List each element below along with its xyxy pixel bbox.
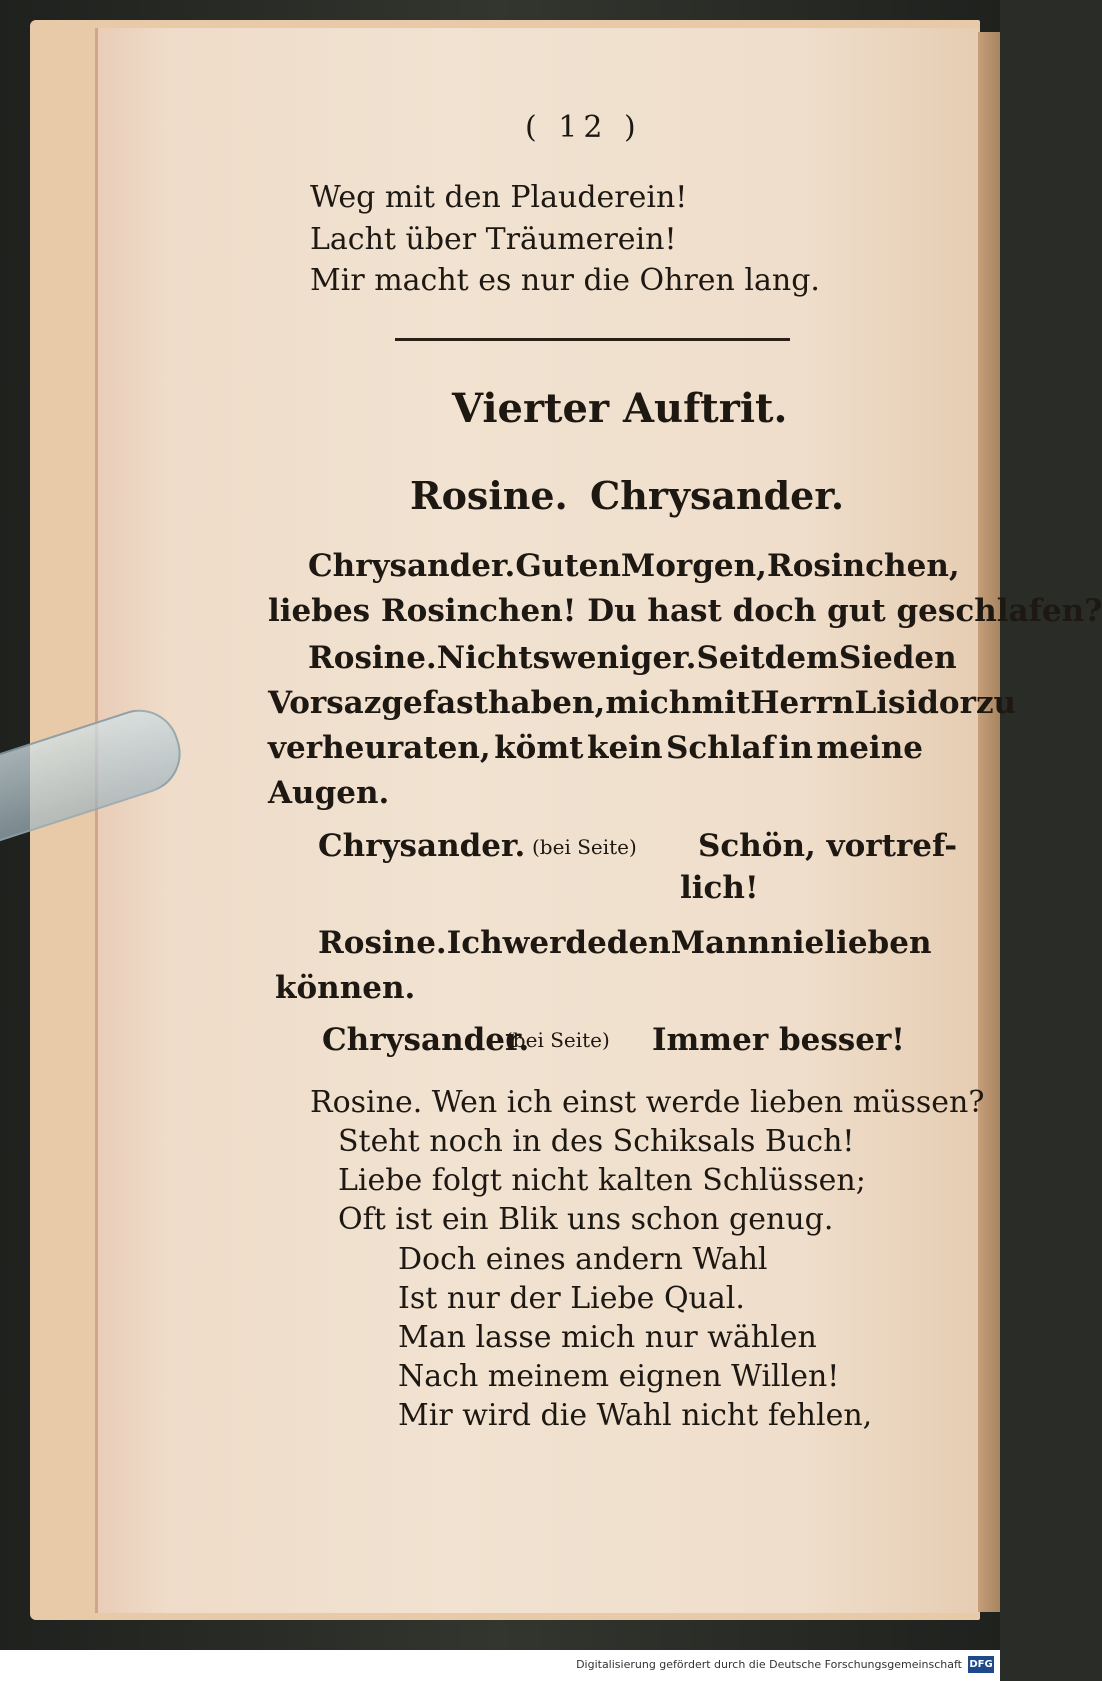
dialogue-line: liebes Rosinchen! Du hast doch gut geschlafen? bbox=[268, 593, 1102, 629]
word: verheuraten, bbox=[268, 730, 491, 766]
word: zu bbox=[975, 685, 1017, 721]
word: gefast bbox=[381, 685, 488, 721]
dialogue-line: Immer besser! bbox=[652, 1022, 905, 1058]
word: lieben bbox=[824, 925, 932, 961]
section-divider bbox=[395, 338, 790, 341]
word: in bbox=[778, 730, 813, 766]
word: Vorsaz bbox=[268, 685, 382, 721]
word: Schlaf bbox=[666, 730, 776, 766]
word: mich bbox=[605, 685, 692, 721]
stage-direction: (bei Seite) bbox=[505, 1028, 610, 1052]
footer-bar bbox=[0, 1650, 1000, 1681]
word: Lisidor bbox=[854, 685, 976, 721]
song-line: Man lasse mich nur wählen bbox=[398, 1320, 817, 1355]
dialogue-line bbox=[268, 730, 923, 766]
word: nie bbox=[770, 925, 825, 961]
word: Seitdem bbox=[696, 640, 839, 676]
footer-credit: Digitalisierung gefördert durch die Deutsche Forschungsgemeinschaft bbox=[576, 1658, 962, 1671]
song-line: Ist nur der Liebe Qual. bbox=[398, 1281, 745, 1316]
word: Ich bbox=[446, 925, 503, 961]
speaker: Chrysander. bbox=[318, 828, 526, 864]
dialogue-line bbox=[308, 548, 960, 584]
page-number: ( 12 ) bbox=[525, 110, 642, 145]
stage-direction: (bei Seite) bbox=[532, 835, 637, 859]
word: Morgen, bbox=[620, 548, 767, 584]
word: Rosinchen, bbox=[766, 548, 960, 584]
word: Herrn bbox=[750, 685, 855, 721]
word: Sie bbox=[838, 640, 893, 676]
speaker: Chrysander. bbox=[308, 548, 516, 584]
book-right-edge bbox=[975, 32, 1000, 1612]
word: mit bbox=[691, 685, 751, 721]
word: kömt bbox=[494, 730, 584, 766]
verse-line: Weg mit den Plauderein! bbox=[310, 180, 688, 215]
speaker: Rosine. bbox=[308, 640, 437, 676]
speaker: Rosine. bbox=[318, 925, 447, 961]
song-line: Liebe folgt nicht kalten Schlüssen; bbox=[338, 1163, 866, 1198]
song-line: Steht noch in des Schiksals Buch! bbox=[338, 1124, 855, 1159]
word: den bbox=[892, 640, 957, 676]
dialogue-line: können. bbox=[275, 970, 416, 1006]
dialogue-line: Augen. bbox=[268, 775, 390, 811]
dialogue-line bbox=[308, 640, 957, 676]
word: kein bbox=[586, 730, 663, 766]
word: Nichts bbox=[436, 640, 551, 676]
dialogue-line bbox=[268, 685, 1017, 721]
dialogue-line: lich! bbox=[680, 870, 759, 906]
word: weniger. bbox=[550, 640, 697, 676]
verse-line: Lacht über Träumerein! bbox=[310, 222, 677, 257]
song-line: Mir wird die Wahl nicht fehlen, bbox=[398, 1398, 873, 1433]
word: meine bbox=[816, 730, 923, 766]
cast-chrysander: Chrysander. bbox=[590, 473, 845, 518]
song-line: Doch eines andern Wahl bbox=[398, 1242, 768, 1277]
dialogue-line bbox=[318, 925, 932, 961]
cast-rosine: Rosine. bbox=[410, 473, 568, 518]
word: werde bbox=[502, 925, 607, 961]
dfg-logo: DFG bbox=[968, 1656, 994, 1673]
word: haben, bbox=[487, 685, 606, 721]
dialogue-line: Rosine. Wen ich einst werde lieben müssen? bbox=[310, 1085, 985, 1120]
word: den bbox=[606, 925, 671, 961]
scene-title: Vierter Auftrit. bbox=[452, 385, 788, 432]
speaker: Chrysander. bbox=[322, 1022, 530, 1058]
word: Guten bbox=[515, 548, 621, 584]
word: Mann bbox=[670, 925, 771, 961]
verse-line: Mir macht es nur die Ohren lang. bbox=[310, 263, 820, 298]
song-line: Nach meinem eignen Willen! bbox=[398, 1359, 840, 1394]
song-line: Oft ist ein Blik uns schon genug. bbox=[338, 1202, 834, 1237]
dialogue-line: Schön, vortref- bbox=[698, 828, 958, 864]
